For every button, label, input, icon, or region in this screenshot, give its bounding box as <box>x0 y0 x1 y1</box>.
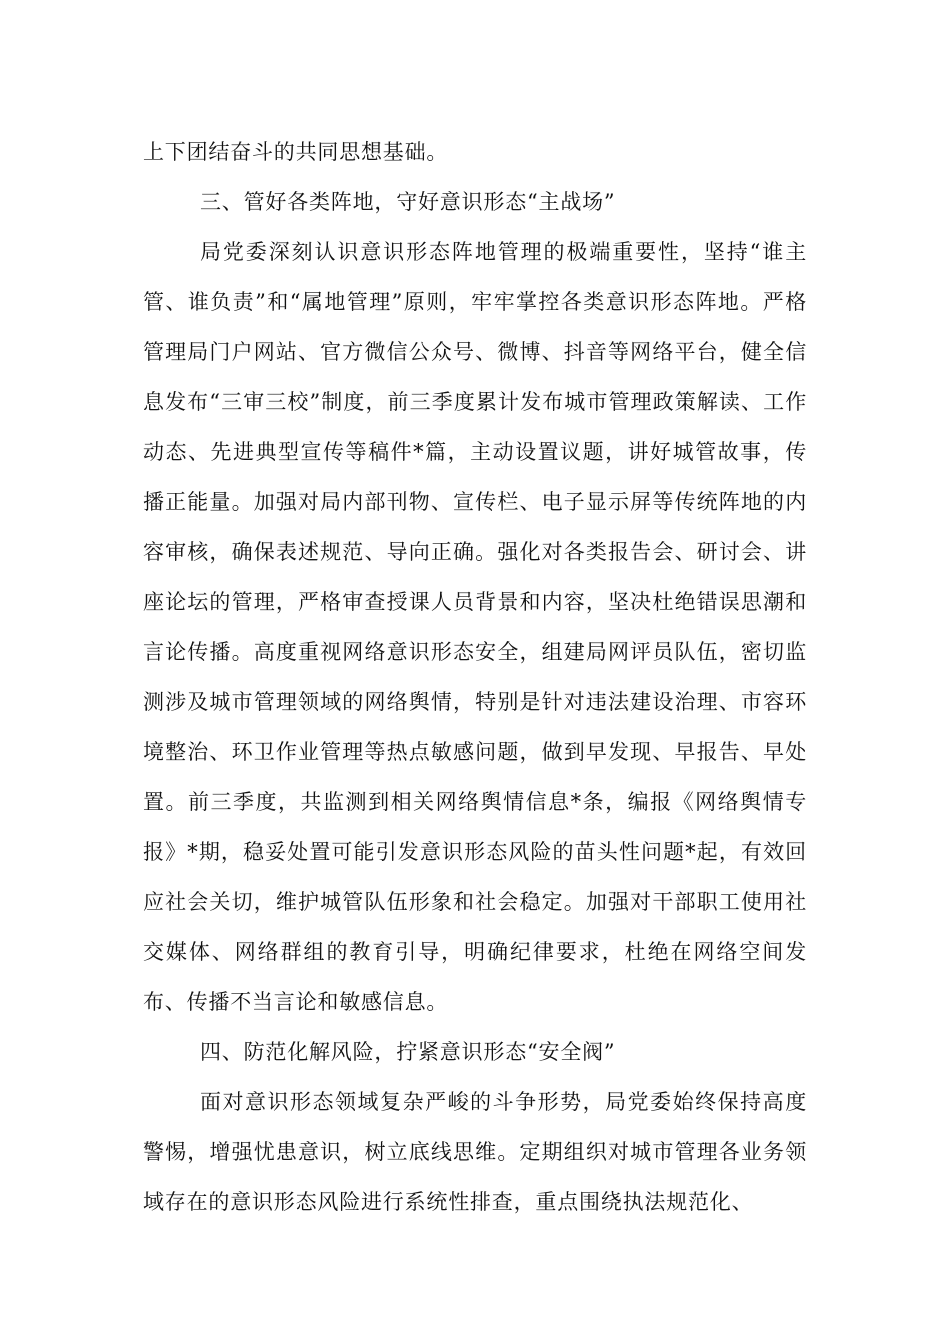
section-heading-4: 四、防范化解风险，拧紧意识形态“安全阀” <box>200 1040 616 1064</box>
paragraph-risk-prevention: 面对意识形态领域复杂严峻的斗争形势，局党委始终保持高度警惕，增强忧患意识，树立底线思维。定期组织对城市管理各业务领域存在的意识形态风险进行系统性排查，重点围绕执法规范化、 <box>143 1090 807 1214</box>
paragraph-continuation: 上下团结奋斗的共同思想基础。 <box>143 140 449 164</box>
document-body <box>143 127 807 1227</box>
section-heading-3: 三、管好各类阵地，守好意识形态“主战场” <box>200 190 616 214</box>
paragraph-positions-management: 局党委深刻认识意识形态阵地管理的极端重要性，坚持“谁主管、谁负责”和“属地管理”原则，牢牢掌控各类意识形态阵地。严格管理局门户网站、官方微信公众号、微博、抖音等网络平台，健全信息发布“三审三校”制度，前三季度累计发布城市管理政策解读、工作动态、先进典型宣传等稿件*篇，主动设置议题，讲好城管故事，传播正能量。加强对局内部刊物、宣传栏、电子显示屏等传统阵地的内容审核，确保表述规范、导向正确。强化对各类报告会、研讨会、讲座论坛的管理，严格审查授课人员背景和内容，坚决杜绝错误思潮和言论传播。高度重视网络意识形态安全，组建局网评员队伍，密切监测涉及城市管理领域的网络舆情，特别是针对违法建设治理、市容环境整治、环卫作业管理等热点敏感问题，做到早发现、早报告、早处置。前三季度，共监测到相关网络舆情信息*条，编报《网络舆情专报》*期，稳妥处置可能引发意识形态风险的苗头性问题*起，有效回应社会关切，维护城管队伍形象和社会稳定。加强对干部职工使用社交媒体、网络群组的教育引导，明确纪律要求，杜绝在网络空间发布、传播不当言论和敏感信息。 <box>143 240 807 1014</box>
